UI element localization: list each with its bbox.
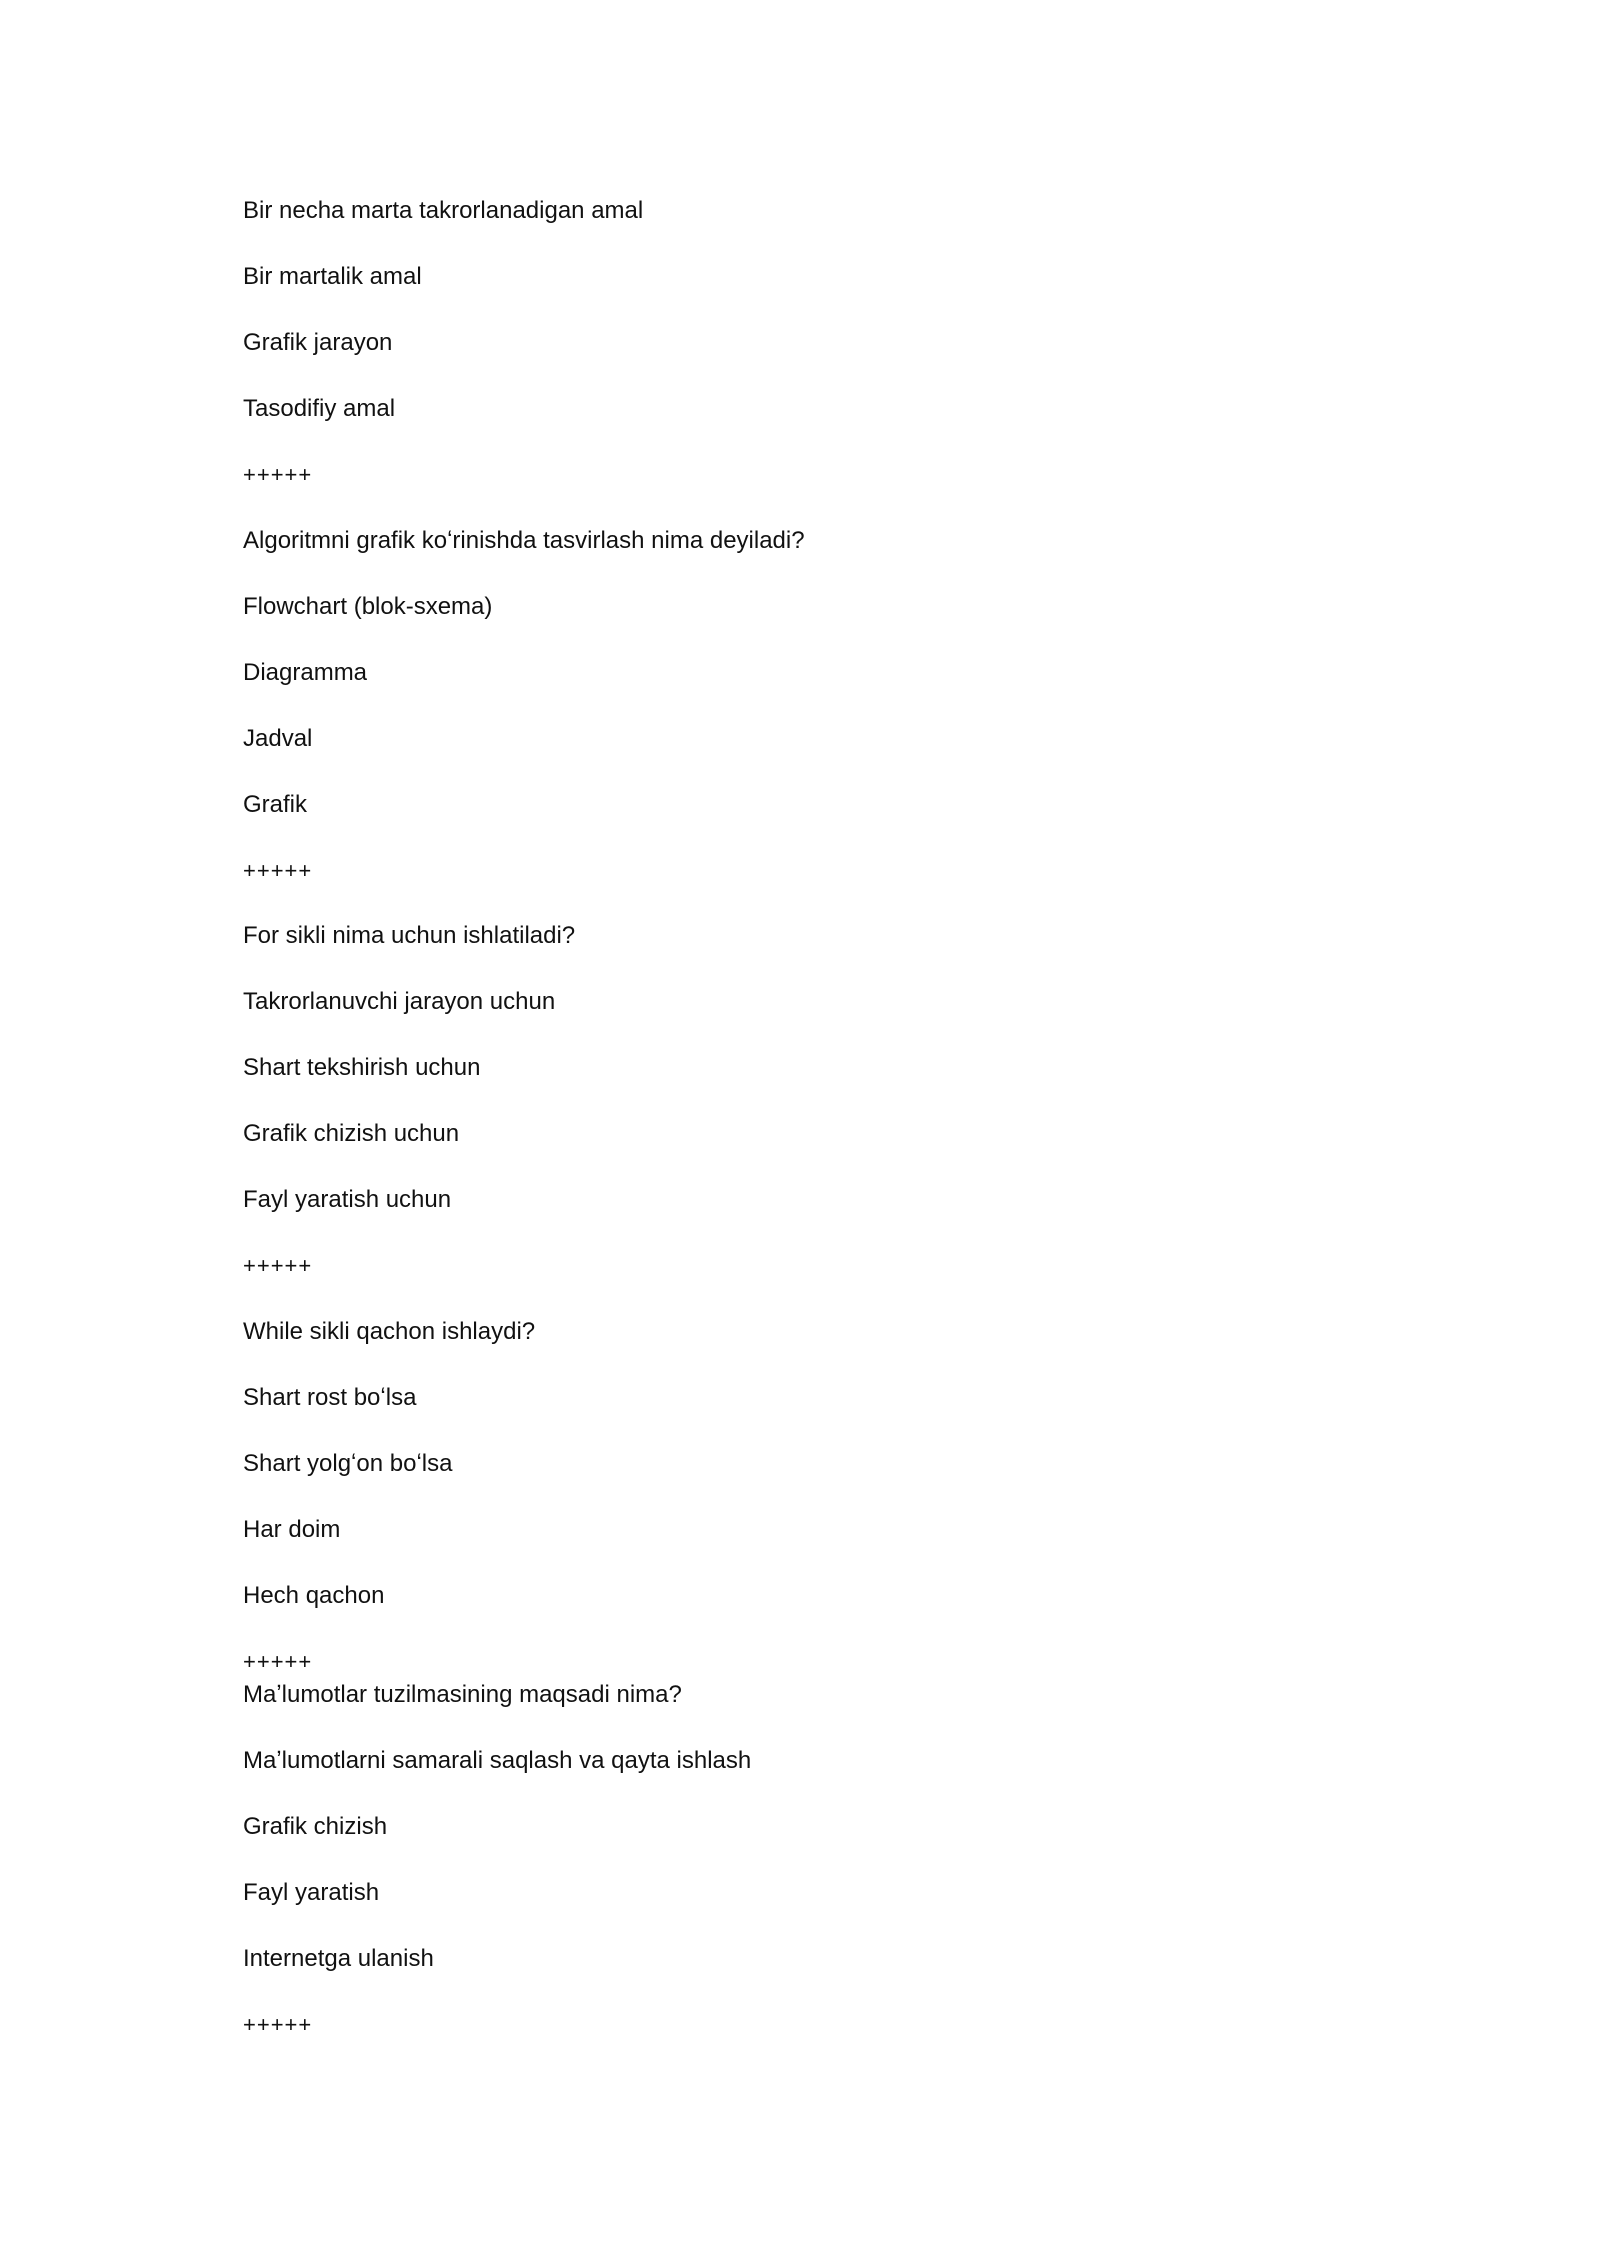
question-text: For sikli nima uchun ishlatiladi? bbox=[243, 922, 576, 949]
answer-option: Diagramma bbox=[243, 659, 368, 686]
answer-option: Shart yolgʻon boʻlsa bbox=[243, 1450, 453, 1477]
answer-option: Grafik bbox=[243, 791, 308, 818]
answer-option: Fayl yaratish bbox=[243, 1879, 380, 1906]
question-text: Maʼlumotlar tuzilmasining maqsadi nima? bbox=[243, 1681, 682, 1708]
answer-option: Har doim bbox=[243, 1516, 341, 1543]
answer-option: Internetga ulanish bbox=[243, 1945, 434, 1972]
question-text: Algoritmni grafik koʻrinishda tasvirlash nima deyiladi? bbox=[243, 527, 805, 554]
answer-option: Maʼlumotlarni samarali saqlash va qayta ishlash bbox=[243, 1747, 752, 1774]
answer-option: Bir martalik amal bbox=[243, 263, 422, 290]
answer-option: Tasodifiy amal bbox=[243, 395, 396, 422]
question-separator: +++++ bbox=[243, 1253, 313, 1278]
answer-option: Takrorlanuvchi jarayon uchun bbox=[243, 988, 556, 1015]
question-separator: +++++ bbox=[243, 462, 313, 487]
answer-option: Shart rost boʻlsa bbox=[243, 1384, 417, 1411]
answer-option: Shart tekshirish uchun bbox=[243, 1054, 481, 1081]
answer-option: Grafik chizish uchun bbox=[243, 1120, 460, 1147]
question-separator: +++++ bbox=[243, 858, 313, 883]
answer-option: Grafik chizish bbox=[243, 1813, 388, 1840]
question-text: While sikli qachon ishlaydi? bbox=[243, 1318, 536, 1345]
answer-option: Flowchart (blok-sxema) bbox=[243, 593, 493, 620]
answer-option: Fayl yaratish uchun bbox=[243, 1186, 452, 1213]
answer-option: Grafik jarayon bbox=[243, 329, 393, 356]
question-separator: +++++ bbox=[243, 2012, 313, 2037]
answer-option: Hech qachon bbox=[243, 1582, 385, 1609]
answer-option: Bir necha marta takrorlanadigan amal bbox=[243, 197, 644, 224]
answer-option: Jadval bbox=[243, 725, 313, 752]
question-separator: +++++ bbox=[243, 1649, 313, 1674]
